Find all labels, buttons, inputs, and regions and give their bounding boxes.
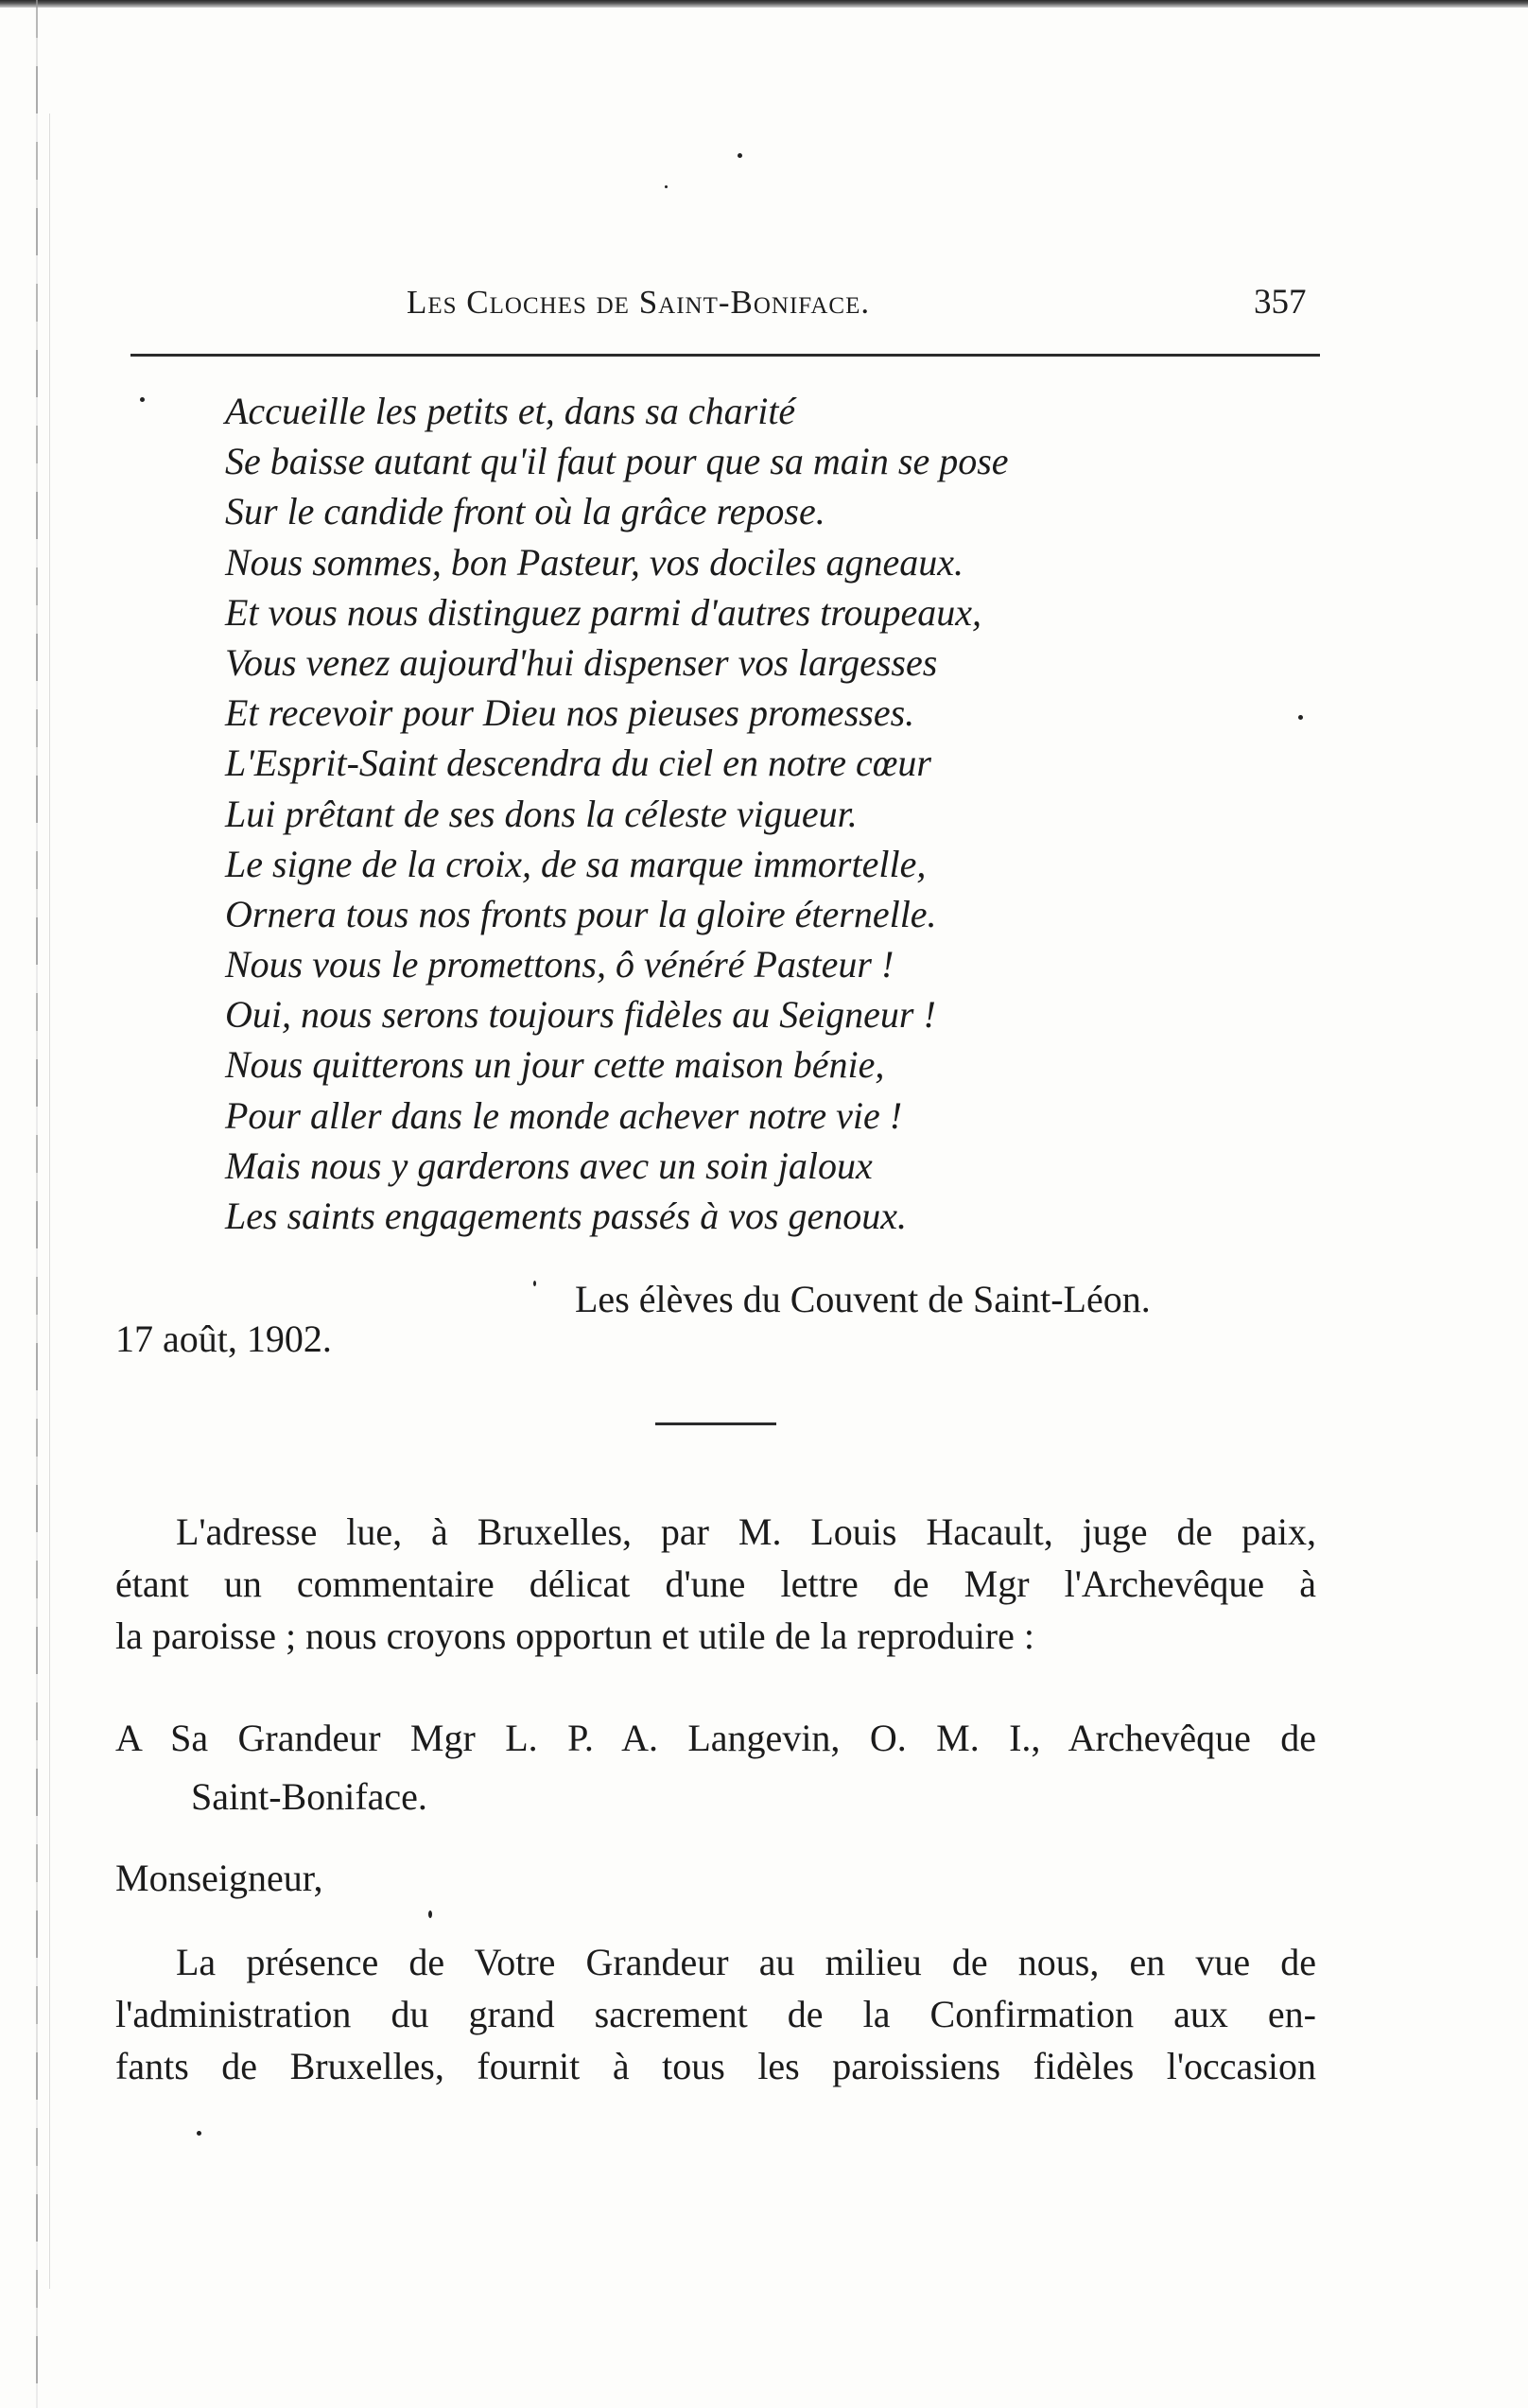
scan-speck (428, 1911, 432, 1918)
scan-speck (197, 2131, 201, 2136)
scan-speck (738, 153, 742, 158)
poem-line: Nous quitterons un jour cette maison bénie, (225, 1043, 885, 1087)
letter-paragraph (115, 1936, 1316, 2092)
poem-line: Nous vous le promettons, ô vénéré Pasteur ! (225, 943, 894, 986)
scan-left-edge (36, 0, 38, 2408)
poem-line: Se baisse autant qu'il faut pour que sa main se pose (225, 440, 1009, 483)
scan-gutter-line (49, 113, 50, 2289)
addressee-continuation (191, 1771, 427, 1823)
poem-line: Ornera tous nos fronts pour la gloire éternelle. (225, 892, 937, 935)
addressee-line: A Sa Grandeur Mgr L. P. A. Langevin, O. M. I., Archevêque de (115, 1717, 1316, 1759)
poem (225, 386, 1009, 1241)
scan-speck (533, 1281, 536, 1286)
poem-line: Pour aller dans le monde achever notre vie ! (225, 1093, 903, 1137)
poem-line: Les saints engagements passés à vos genoux. (225, 1195, 908, 1237)
section-divider (655, 1422, 776, 1425)
scan-speck (140, 397, 145, 402)
running-header-title: Les Cloches de Saint-Boniface. (407, 284, 871, 321)
letter-line: fants de Bruxelles, fournit à tous les paroissiens fidèles l'occasion (115, 2045, 1316, 2087)
poem-line: Et recevoir pour Dieu nos pieuses promesses. (225, 691, 915, 735)
scan-speck (1298, 715, 1303, 720)
intro-line: étant un commentaire délicat d'une lettre de Mgr l'Archevêque à (115, 1562, 1316, 1605)
poem-date: 17 août, 1902. (115, 1317, 332, 1360)
header-rule (130, 354, 1320, 357)
letter-line: l'administration du grand sacrement de la Confirmation aux en- (115, 1993, 1316, 2035)
addressee-line: Saint-Boniface. (191, 1775, 427, 1818)
scan-top-edge (0, 0, 1528, 8)
intro-line: L'adresse lue, à Bruxelles, par M. Louis Hacault, juge de paix, (176, 1510, 1316, 1553)
poem-signature: Les élèves du Couvent de Saint-Léon. (575, 1278, 1151, 1320)
poem-line: Accueille les petits et, dans sa charité (225, 390, 796, 432)
poem-line: Nous sommes, bon Pasteur, vos dociles agneaux. (225, 540, 964, 584)
poem-line: Oui, nous serons toujours fidèles au Seigneur ! (225, 993, 936, 1037)
salutation-text: Monseigneur, (115, 1857, 323, 1899)
letter-line: La présence de Votre Grandeur au milieu de nous, en vue de (176, 1941, 1316, 1983)
scan-speck (665, 185, 668, 188)
poem-line: Sur le candide front où la grâce repose. (225, 490, 825, 533)
poem-line: Lui prêtant de ses dons la céleste vigueur. (225, 792, 858, 835)
poem-line: Et vous nous distinguez parmi d'autres troupeaux, (225, 590, 981, 634)
addressee (115, 1712, 1316, 1764)
intro-paragraph (115, 1506, 1316, 1662)
page-number: 357 (1254, 283, 1307, 322)
poem-line: Le signe de la croix, de sa marque immortelle, (225, 842, 927, 885)
poem-line: Mais nous y garderons avec un soin jaloux (225, 1143, 873, 1187)
intro-line: la paroisse ; nous croyons opportun et utile de la reproduire : (115, 1614, 1034, 1657)
poem-line: L'Esprit-Saint descendra du ciel en notre cœur (225, 742, 931, 785)
salutation (115, 1852, 322, 1904)
poem-line: Vous venez aujourd'hui dispenser vos largesses (225, 640, 938, 684)
